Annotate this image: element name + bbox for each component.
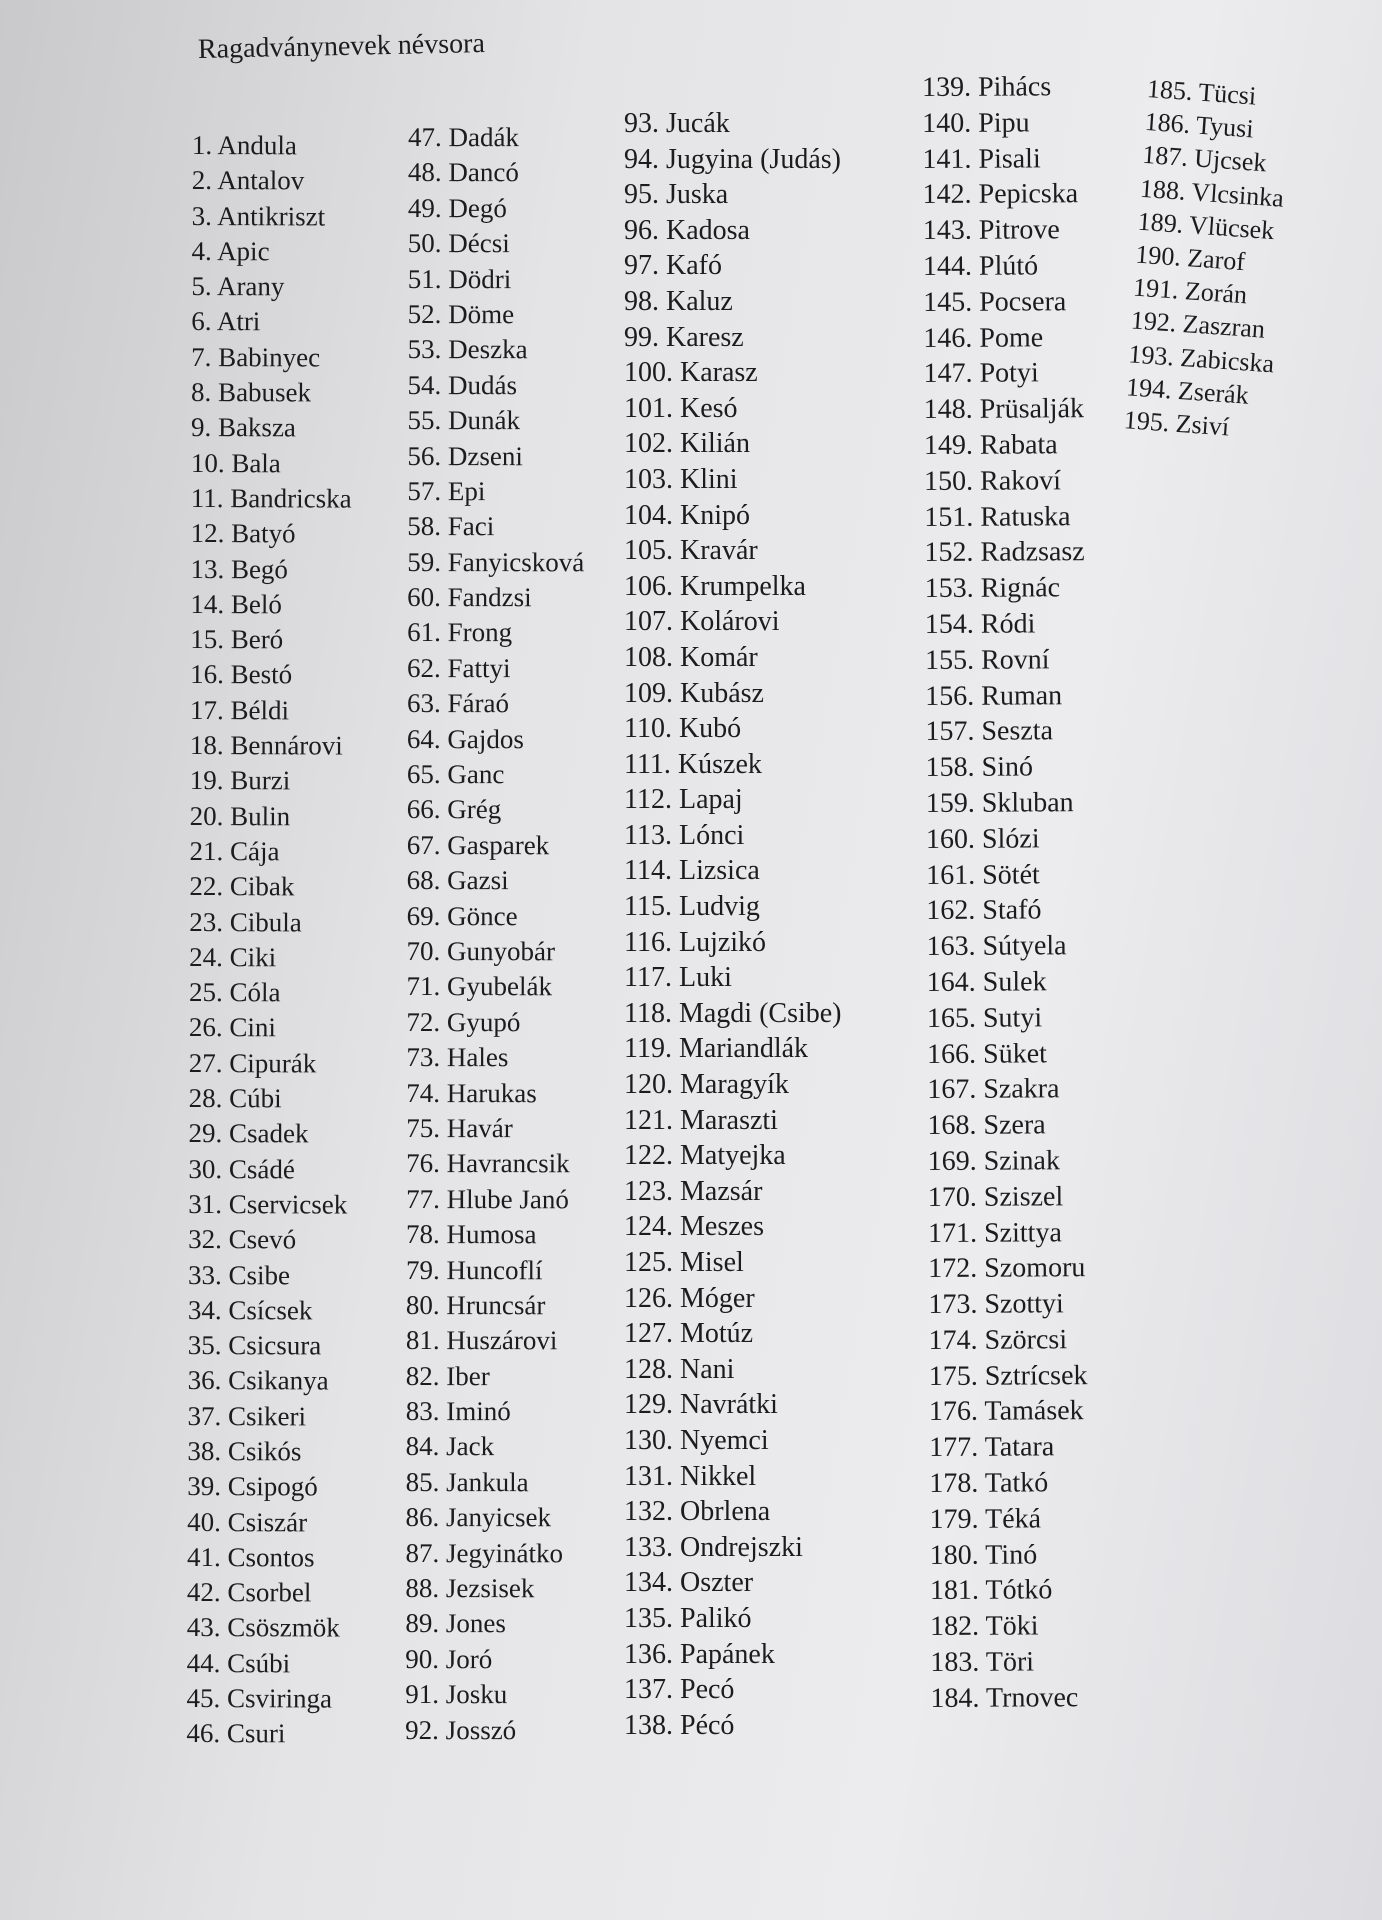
name-list-item: 191. Zorán: [1132, 272, 1249, 310]
name-list-item: 86. Janyicsek: [405, 1502, 552, 1533]
name-list-item: 66. Grég: [406, 794, 502, 825]
name-list-item: 182. Töki: [930, 1610, 1039, 1643]
name-list-item: 79. Huncoflí: [405, 1254, 543, 1285]
name-list-item: 5. Arany: [191, 271, 285, 302]
name-list-item: 128. Nani: [624, 1353, 735, 1385]
name-list-item: 158. Sinó: [925, 751, 1034, 784]
name-list-item: 193. Zabicska: [1127, 338, 1276, 378]
name-list-item: 152. Radzsasz: [924, 536, 1085, 569]
name-list-item: 125. Misel: [624, 1247, 744, 1278]
name-list-item: 50. Décsi: [407, 228, 510, 259]
name-list-item: 15. Beró: [190, 624, 284, 655]
name-list-item: 43. Csöszmök: [186, 1612, 340, 1643]
name-list-item: 25. Cóla: [188, 977, 281, 1008]
name-list-item: 46. Csuri: [186, 1718, 286, 1749]
name-list-item: 88. Jezsisek: [405, 1573, 535, 1604]
name-list-item: 147. Potyi: [923, 357, 1039, 390]
name-list-item: 121. Maraszti: [624, 1104, 778, 1136]
name-list-item: 12. Batyó: [190, 518, 296, 549]
name-list-item: 155. Rovní: [924, 644, 1050, 676]
name-list-item: 181. Tótkó: [929, 1574, 1053, 1607]
name-list-item: 162. Stafó: [926, 894, 1042, 927]
name-list-item: 109. Kubász: [624, 677, 764, 709]
name-list-item: 14. Beló: [190, 588, 282, 620]
name-list-item: 74. Harukas: [406, 1077, 537, 1108]
name-list-item: 169. Szinak: [927, 1145, 1060, 1177]
name-list-item: 90. Joró: [405, 1643, 493, 1674]
name-list-item: 68. Gazsi: [406, 865, 509, 896]
name-list-item: 180. Tinó: [929, 1539, 1038, 1571]
name-list-item: 187. Ujcsek: [1141, 140, 1268, 178]
name-list-item: 102. Kilián: [624, 428, 750, 460]
name-list-item: 67. Gasparek: [406, 829, 550, 861]
name-list-item: 69. Gönce: [406, 900, 518, 931]
name-list-item: 134. Oszter: [624, 1567, 754, 1599]
name-list-item: 85. Jankula: [405, 1466, 529, 1498]
name-list-item: 23. Cibula: [189, 906, 302, 937]
name-list-item: 132. Obrlena: [624, 1496, 771, 1528]
name-list-item: 19. Burzi: [189, 765, 291, 796]
name-list-item: 112. Lapaj: [624, 784, 743, 816]
name-list-item: 52. Döme: [407, 298, 515, 330]
name-column-3: [624, 110, 842, 1747]
name-list-item: 118. Magdi (Csibe): [624, 997, 842, 1029]
name-list-item: 8. Babusek: [191, 377, 312, 408]
name-list-item: 174. Szörcsi: [928, 1324, 1068, 1356]
name-list-item: 97. Kafó: [624, 250, 722, 282]
name-list-item: 136. Papánek: [624, 1638, 775, 1670]
name-list-item: 44. Csúbi: [186, 1647, 291, 1679]
name-list-item: 115. Ludvig: [624, 891, 760, 923]
name-list-item: 101. Kesó: [624, 392, 738, 424]
name-list-item: 37. Csikeri: [187, 1400, 307, 1432]
name-list-item: 59. Fanyicsková: [407, 546, 585, 577]
name-list-item: 87. Jegyinátko: [405, 1537, 564, 1568]
name-list-item: 77. Hlube Janó: [406, 1183, 569, 1215]
name-list-item: 185. Tücsi: [1146, 74, 1258, 111]
name-list-item: 36. Csikanya: [187, 1365, 329, 1396]
name-list-item: 111. Kúszek: [624, 748, 762, 780]
name-list-item: 22. Cibak: [189, 871, 295, 902]
name-list-item: 114. Lizsica: [624, 855, 760, 887]
name-list-item: 164. Sulek: [926, 966, 1047, 998]
name-list-item: 42. Csorbel: [186, 1577, 312, 1608]
name-list-item: 7. Babinyec: [191, 341, 321, 373]
name-list-item: 143. Pitrove: [922, 214, 1060, 247]
name-list-item: 54. Dudás: [407, 369, 518, 400]
name-list-item: 57. Epi: [407, 475, 486, 507]
name-list-item: 82. Iber: [405, 1360, 490, 1391]
name-list-item: 83. Iminó: [405, 1396, 511, 1427]
name-list-item: 53. Deszka: [407, 334, 528, 365]
name-list-item: 126. Móger: [624, 1282, 755, 1314]
name-list-item: 33. Csibe: [187, 1259, 291, 1290]
name-list-item: 171. Szittya: [927, 1216, 1062, 1249]
name-list-item: 21. Cája: [189, 835, 280, 867]
name-list-item: 186. Tyusi: [1143, 107, 1255, 144]
name-list-item: 135. Palikó: [624, 1602, 752, 1634]
name-list-item: 73. Hales: [406, 1042, 509, 1073]
name-list-item: 70. Gunyobár: [406, 935, 556, 967]
name-list-item: 16. Bestó: [190, 659, 293, 690]
name-list-item: 157. Seszta: [925, 715, 1054, 748]
name-list-item: 131. Nikkel: [624, 1460, 757, 1492]
name-list-item: 190. Zarof: [1134, 239, 1247, 277]
name-list-item: 92. Josszó: [405, 1714, 517, 1745]
name-list-item: 159. Skluban: [925, 787, 1074, 819]
name-list-item: 10. Bala: [190, 447, 281, 478]
name-list-item: 108. Komár: [624, 641, 758, 673]
name-list-item: 124. Meszes: [624, 1211, 764, 1243]
name-list-item: 18. Bennárovi: [189, 730, 343, 761]
name-list-item: 166. Süket: [927, 1037, 1047, 1070]
name-list-item: 160. Slózi: [925, 823, 1040, 855]
name-list-item: 105. Kravár: [624, 535, 758, 567]
name-list-item: 31. Cservicsek: [188, 1188, 348, 1220]
name-list-item: 35. Csicsura: [187, 1330, 322, 1361]
name-list-item: 32. Csevó: [188, 1224, 297, 1255]
name-list-item: 75. Havár: [406, 1112, 513, 1144]
name-list-item: 188. Vlcsinka: [1139, 173, 1285, 213]
name-list-item: 1. Andula: [191, 130, 298, 161]
name-list-item: 96. Kadosa: [624, 214, 750, 246]
name-list-item: 178. Tatkó: [929, 1467, 1049, 1500]
name-list-item: 148. Prüsalják: [923, 393, 1085, 426]
name-list-item: 71. Gyubelák: [406, 971, 552, 1002]
name-list-item: 195. Zsiví: [1122, 405, 1231, 442]
name-list-item: 20. Bulin: [189, 800, 291, 831]
name-list-item: 3. Antikriszt: [191, 200, 326, 232]
name-list-item: 117. Luki: [624, 962, 732, 994]
name-list-item: 89. Jones: [405, 1608, 506, 1639]
name-list-item: 81. Huszárovi: [405, 1325, 558, 1356]
name-list-item: 56. Dzseni: [407, 440, 523, 471]
name-list-item: 51. Dödri: [407, 263, 512, 294]
name-list-item: 63. Fáraó: [406, 688, 509, 719]
name-list-item: 165. Sutyi: [926, 1002, 1043, 1034]
name-list-item: 153. Rignác: [924, 572, 1061, 605]
name-list-item: 176. Tamásek: [928, 1395, 1084, 1428]
name-list-item: 127. Motúz: [624, 1318, 754, 1350]
name-list-item: 173. Szottyi: [928, 1288, 1064, 1321]
name-list-item: 139. Pihács: [921, 71, 1052, 103]
name-list-item: 123. Mazsár: [624, 1175, 763, 1207]
name-list-item: 183. Töri: [930, 1646, 1035, 1679]
name-list-item: 99. Karesz: [624, 321, 744, 353]
name-list-item: 28. Cúbi: [188, 1083, 282, 1114]
name-list-item: 13. Begó: [190, 553, 289, 584]
name-list-item: 179. Téká: [929, 1503, 1042, 1535]
name-list-item: 26. Cini: [188, 1012, 276, 1043]
name-list-item: 120. Maragyík: [624, 1069, 789, 1101]
name-list-item: 95. Juska: [624, 179, 729, 211]
name-list-item: 146. Pome: [923, 321, 1044, 354]
name-list-item: 184. Trnovec: [930, 1682, 1079, 1714]
name-list-item: 27. Cipurák: [188, 1047, 317, 1079]
name-list-item: 24. Ciki: [189, 941, 277, 973]
name-list-item: 161. Sötét: [926, 858, 1040, 891]
name-list-item: 194. Zserák: [1125, 371, 1250, 410]
name-list-item: 150. Rakoví: [924, 465, 1062, 497]
name-list-item: 140. Pipu: [922, 107, 1030, 139]
name-list-item: 130. Nyemci: [624, 1424, 769, 1456]
name-list-item: 122. Matyejka: [624, 1140, 786, 1172]
name-list-item: 113. Lónci: [624, 819, 745, 851]
name-list-item: 168. Szera: [927, 1109, 1046, 1142]
name-column-4: [922, 73, 1091, 1720]
name-list-item: 163. Sútyela: [926, 930, 1067, 963]
name-list-item: 133. Ondrejszki: [624, 1531, 803, 1563]
name-list-item: 72. Gyupó: [406, 1006, 521, 1037]
name-list-item: 172. Szomoru: [928, 1252, 1086, 1285]
name-column-2: [405, 124, 585, 1752]
name-list-item: 142. Pepicska: [922, 178, 1079, 211]
name-list-item: 170. Sziszel: [927, 1180, 1064, 1213]
name-list-item: 65. Ganc: [406, 759, 505, 790]
name-list-item: 151. Ratuska: [924, 500, 1071, 533]
name-list-item: 34. Csícsek: [187, 1294, 313, 1326]
name-list-item: 107. Kolárovi: [624, 606, 780, 638]
name-list-item: 138. Pécó: [624, 1709, 735, 1741]
name-list-item: 129. Navrátki: [624, 1389, 778, 1421]
name-list-item: 29. Csadek: [188, 1118, 309, 1149]
name-list-item: 116. Lujzikó: [624, 926, 767, 958]
name-list-item: 156. Ruman: [925, 679, 1063, 712]
name-list-item: 106. Krumpelka: [624, 570, 806, 602]
name-list-item: 39. Csipogó: [187, 1471, 318, 1502]
name-list-item: 141. Pisali: [922, 142, 1041, 175]
name-list-item: 4. Apic: [191, 235, 270, 267]
name-list-item: 119. Mariandlák: [624, 1033, 809, 1065]
name-list-item: 9. Baksza: [190, 412, 296, 443]
name-list-item: 40. Csiszár: [187, 1506, 308, 1537]
name-list-item: 62. Fattyi: [407, 652, 511, 684]
name-list-item: 58. Faci: [407, 511, 495, 542]
name-list-item: 104. Knipó: [624, 499, 750, 531]
name-list-item: 45. Csviringa: [186, 1683, 333, 1714]
name-column-1: [186, 132, 353, 1756]
name-list-item: 48. Dancó: [407, 157, 519, 188]
name-list-item: 100. Karasz: [624, 357, 758, 389]
name-list-item: 55. Dunák: [407, 405, 520, 436]
name-list-item: 145. Pocsera: [923, 286, 1067, 318]
name-list-item: 11. Bandricska: [190, 482, 352, 514]
name-list-item: 175. Sztrícsek: [928, 1359, 1088, 1392]
name-list-item: 94. Jugyina (Judás): [624, 143, 841, 175]
name-list-item: 91. Josku: [405, 1679, 508, 1710]
name-list-item: 30. Csádé: [188, 1153, 295, 1184]
name-list-item: 192. Zaszran: [1129, 305, 1266, 345]
name-list-item: 78. Humosa: [406, 1219, 537, 1250]
name-list-item: 110. Kubó: [624, 713, 742, 745]
name-list-item: 189. Vlücsek: [1136, 206, 1276, 245]
name-list-item: 6. Atri: [191, 306, 261, 337]
name-list-item: 60. Fandzsi: [407, 582, 532, 613]
name-list-item: 154. Ródi: [924, 608, 1036, 640]
name-list-item: 80. Hruncsár: [405, 1289, 546, 1321]
name-list-item: 47. Dadák: [407, 122, 519, 153]
name-list-item: 93. Jucák: [624, 108, 730, 139]
name-list-item: 103. Klini: [624, 463, 738, 495]
name-column-5: [1123, 76, 1294, 450]
name-list-item: 17. Béldi: [189, 694, 290, 726]
name-list-item: 98. Kaluz: [624, 285, 733, 317]
page-title: Ragadványnevek névsora: [197, 27, 486, 65]
name-list-item: 41. Csontos: [186, 1541, 315, 1573]
name-list-item: 2. Antalov: [191, 165, 305, 196]
name-list-item: 149. Rabata: [923, 429, 1058, 461]
name-list-item: 177. Tatara: [929, 1431, 1055, 1464]
name-list-item: 137. Pecó: [624, 1674, 735, 1706]
name-list-item: 167. Szakra: [927, 1073, 1060, 1106]
name-list-item: 61. Frong: [407, 617, 513, 648]
name-list-item: 144. Plútó: [922, 250, 1039, 282]
name-list-item: 76. Havrancsik: [406, 1148, 570, 1179]
name-list-item: 64. Gajdos: [406, 723, 524, 754]
name-list-item: 84. Jack: [405, 1431, 495, 1462]
name-list-item: 49. Degó: [407, 192, 507, 223]
name-list-item: 38. Csikós: [187, 1435, 302, 1467]
